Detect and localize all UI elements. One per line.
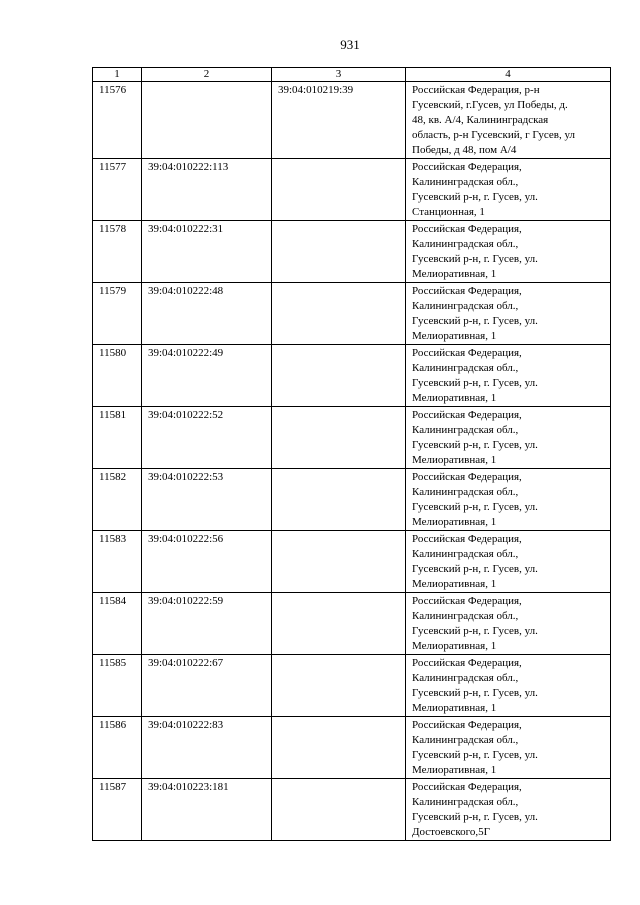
address-cell: Российская Федерация, р-н Гусевский, г.Гусев, ул Победы, д. 48, кв. А/4, Калининградская область, р-н Гусевский, г Гусев, ул Победы, д 48, пом А/4 bbox=[406, 82, 611, 159]
cadastral-number-cell: 39:04:010222:31 bbox=[142, 221, 272, 283]
row-number-cell: 11582 bbox=[93, 469, 142, 531]
cadastral-number-cell: 39:04:010223:181 bbox=[142, 779, 272, 841]
related-cadastral-cell bbox=[272, 655, 406, 717]
cadastral-number-cell bbox=[142, 82, 272, 159]
related-cadastral-cell bbox=[272, 407, 406, 469]
table-row bbox=[93, 159, 611, 221]
cadastral-number-cell: 39:04:010222:49 bbox=[142, 345, 272, 407]
address-cell: Российская Федерация, Калининградская обл., Гусевский р-н, г. Гусев, ул. Мелиоративная, 1 bbox=[406, 655, 611, 717]
address-cell: Российская Федерация, Калининградская обл., Гусевский р-н, г. Гусев, ул. Станционная, 1 bbox=[406, 159, 611, 221]
row-number-cell: 11583 bbox=[93, 531, 142, 593]
cadastral-number-cell: 39:04:010222:83 bbox=[142, 717, 272, 779]
address-cell: Российская Федерация, Калининградская обл., Гусевский р-н, г. Гусев, ул. Мелиоративная, 1 bbox=[406, 345, 611, 407]
row-number-cell: 11580 bbox=[93, 345, 142, 407]
related-cadastral-cell bbox=[272, 221, 406, 283]
table-row bbox=[93, 779, 611, 841]
registry-table bbox=[92, 67, 611, 841]
column-header-2: 2 bbox=[142, 68, 272, 82]
column-header-3: 3 bbox=[272, 68, 406, 82]
table-row bbox=[93, 345, 611, 407]
table-row bbox=[93, 469, 611, 531]
row-number-cell: 11576 bbox=[93, 82, 142, 159]
table-row bbox=[93, 221, 611, 283]
table-row bbox=[93, 82, 611, 159]
cadastral-number-cell: 39:04:010222:53 bbox=[142, 469, 272, 531]
row-number-cell: 11584 bbox=[93, 593, 142, 655]
cadastral-number-cell: 39:04:010222:48 bbox=[142, 283, 272, 345]
cadastral-number-cell: 39:04:010222:52 bbox=[142, 407, 272, 469]
related-cadastral-cell bbox=[272, 469, 406, 531]
cadastral-number-cell: 39:04:010222:59 bbox=[142, 593, 272, 655]
address-cell: Российская Федерация, Калининградская обл., Гусевский р-н, г. Гусев, ул. Мелиоративная, 1 bbox=[406, 717, 611, 779]
table-row bbox=[93, 717, 611, 779]
cadastral-number-cell: 39:04:010222:113 bbox=[142, 159, 272, 221]
address-cell: Российская Федерация, Калининградская обл., Гусевский р-н, г. Гусев, ул. Достоевского,5Г bbox=[406, 779, 611, 841]
related-cadastral-cell bbox=[272, 283, 406, 345]
row-number-cell: 11587 bbox=[93, 779, 142, 841]
address-cell: Российская Федерация, Калининградская обл., Гусевский р-н, г. Гусев, ул. Мелиоративная, 1 bbox=[406, 407, 611, 469]
row-number-cell: 11579 bbox=[93, 283, 142, 345]
related-cadastral-cell bbox=[272, 593, 406, 655]
address-cell: Российская Федерация, Калининградская обл., Гусевский р-н, г. Гусев, ул. Мелиоративная, 1 bbox=[406, 221, 611, 283]
table-row bbox=[93, 531, 611, 593]
table-row bbox=[93, 407, 611, 469]
row-number-cell: 11577 bbox=[93, 159, 142, 221]
column-header-1: 1 bbox=[93, 68, 142, 82]
table-header-row bbox=[93, 68, 611, 82]
column-header-4: 4 bbox=[406, 68, 611, 82]
row-number-cell: 11586 bbox=[93, 717, 142, 779]
address-cell: Российская Федерация, Калининградская обл., Гусевский р-н, г. Гусев, ул. Мелиоративная, 1 bbox=[406, 593, 611, 655]
address-cell: Российская Федерация, Калининградская обл., Гусевский р-н, г. Гусев, ул. Мелиоративная, 1 bbox=[406, 469, 611, 531]
table-row bbox=[93, 593, 611, 655]
page-number: 931 bbox=[340, 37, 360, 52]
related-cadastral-cell: 39:04:010219:39 bbox=[272, 82, 406, 159]
table-row bbox=[93, 655, 611, 717]
cadastral-number-cell: 39:04:010222:56 bbox=[142, 531, 272, 593]
related-cadastral-cell bbox=[272, 159, 406, 221]
related-cadastral-cell bbox=[272, 717, 406, 779]
address-cell: Российская Федерация, Калининградская обл., Гусевский р-н, г. Гусев, ул. Мелиоративная, 1 bbox=[406, 531, 611, 593]
row-number-cell: 11578 bbox=[93, 221, 142, 283]
cadastral-number-cell: 39:04:010222:67 bbox=[142, 655, 272, 717]
table-row bbox=[93, 283, 611, 345]
related-cadastral-cell bbox=[272, 779, 406, 841]
row-number-cell: 11581 bbox=[93, 407, 142, 469]
related-cadastral-cell bbox=[272, 345, 406, 407]
row-number-cell: 11585 bbox=[93, 655, 142, 717]
related-cadastral-cell bbox=[272, 531, 406, 593]
address-cell: Российская Федерация, Калининградская обл., Гусевский р-н, г. Гусев, ул. Мелиоративная, 1 bbox=[406, 283, 611, 345]
